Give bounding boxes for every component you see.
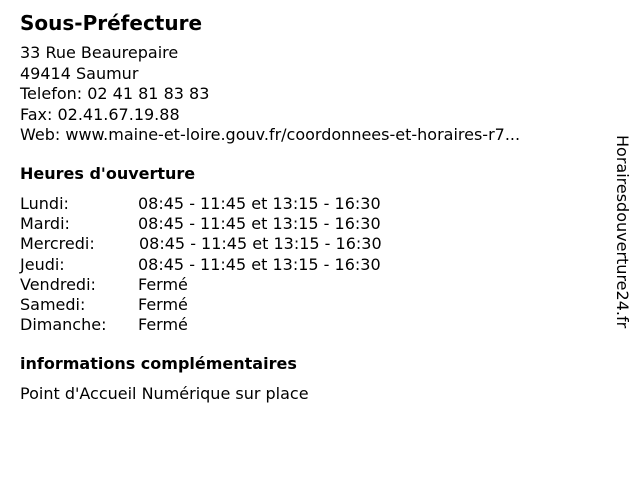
day-label: Dimanche: [20,315,107,335]
additional-info-heading: informations complémentaires [20,354,297,373]
day-label: Jeudi: [20,254,65,274]
day-label: Mercredi: [20,234,95,254]
address-street: 33 Rue Beaurepaire [20,43,179,62]
day-label: Lundi: [20,194,69,213]
time-value: 08:45 - 11:45 et 13:15 - 16:30 [138,254,381,274]
time-value: 08:45 - 11:45 et 13:15 - 16:30 [139,234,382,254]
watermark [612,135,632,345]
hours-row-tuesday [20,214,450,234]
page-title: Sous-Préfecture [20,11,203,35]
hours-row-saturday [20,295,450,315]
hours-row-friday [20,275,450,295]
hours-row-wednesday [20,234,450,254]
address-block [20,43,520,146]
hours-row-thursday [20,255,450,275]
time-value: 08:45 - 11:45 et 13:15 - 16:30 [138,214,381,234]
watermark-text: Horairesdouverture24.fr [613,135,632,329]
time-value: Fermé [138,315,188,335]
additional-info-text: Point d'Accueil Numérique sur place [20,384,309,403]
opening-hours-heading: Heures d'ouverture [20,164,196,183]
time-value: 08:45 - 11:45 et 13:15 - 16:30 [138,194,381,213]
website-link: Web: www.maine-et-loire.gouv.fr/coordonnees-et-horaires-r7... [20,125,521,144]
time-value: Fermé [138,274,188,294]
day-label: Vendredi: [20,274,96,294]
address-city: 49414 Saumur [20,63,139,83]
day-label: Mardi: [20,214,70,234]
hours-row-monday [20,194,450,214]
time-value: Fermé [138,294,188,314]
hours-row-sunday [20,315,450,335]
day-label: Samedi: [20,294,86,314]
opening-hours-table [20,194,450,335]
fax-number: Fax: 02.41.67.19.88 [20,104,180,124]
phone-number: Telefon: 02 41 81 83 83 [20,84,210,103]
